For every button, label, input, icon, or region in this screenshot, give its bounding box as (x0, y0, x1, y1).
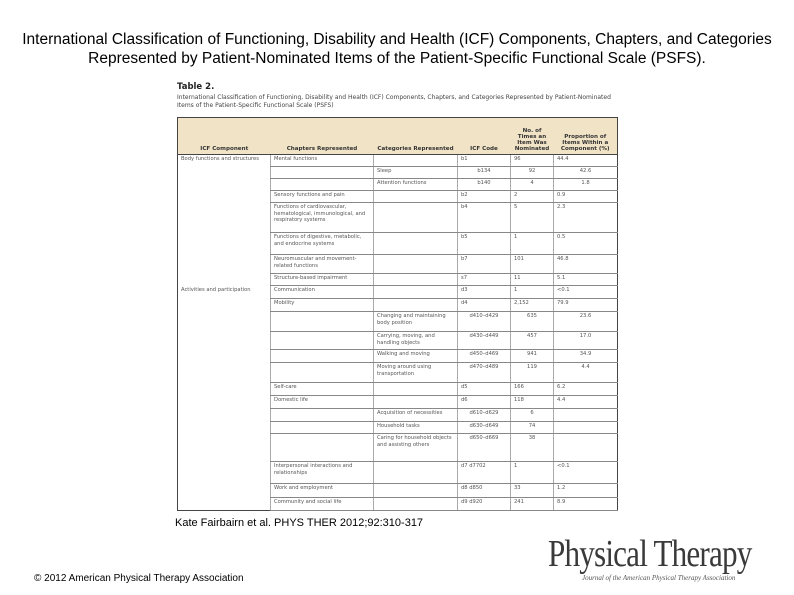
table-cell (554, 409, 618, 422)
table-row (178, 167, 618, 179)
table-cell: b7 (458, 255, 511, 274)
table-cell: 74 (511, 422, 554, 434)
table-cell (374, 155, 458, 167)
table-cell: 101 (511, 255, 554, 274)
table-cell: d6 (458, 396, 511, 409)
table-cell (178, 179, 271, 191)
table-cell: 17.0 (554, 332, 618, 350)
column-header: Proportion of Items Within a Component (%) (554, 118, 618, 155)
table-cell: d630–d649 (458, 422, 511, 434)
table-cell: s7 (458, 274, 511, 286)
table-caption: International Classification of Functioning, Disability and Health (ICF) Components, Chapters, and Categories Represented by Patient-Nominated Items of the Patient-Specific Functional Scale (PSFS) (177, 94, 611, 109)
table-cell: Caring for household objects and assisting others (374, 434, 458, 462)
table-cell: 0.9 (554, 191, 618, 203)
table-cell: 5 (511, 203, 554, 233)
table-cell (271, 434, 374, 462)
table-cell: b2 (458, 191, 511, 203)
table-row (178, 484, 618, 498)
logo-subtitle: Journal of the American Physical Therapy Association (582, 574, 736, 582)
table-cell: Sensory functions and pain (271, 191, 374, 203)
table-row (178, 363, 618, 383)
journal-logo (548, 533, 783, 588)
copyright: © 2012 American Physical Therapy Association (34, 573, 244, 584)
table-cell: d470–d489 (458, 363, 511, 383)
table-cell (178, 484, 271, 498)
table-cell: 11 (511, 274, 554, 286)
table-cell: 4.4 (554, 363, 618, 383)
table-cell (374, 396, 458, 409)
table-cell: Communication (271, 286, 374, 299)
table-label: Table 2. (177, 82, 215, 92)
table-cell (271, 167, 374, 179)
table-cell (178, 498, 271, 511)
table-cell: d450–d469 (458, 350, 511, 363)
table-cell: b1 (458, 155, 511, 167)
table-row (178, 434, 618, 462)
table-cell (178, 312, 271, 332)
table-row (178, 312, 618, 332)
table-row (178, 255, 618, 274)
table-cell (374, 233, 458, 255)
table-cell: 33 (511, 484, 554, 498)
column-header: ICF Component (178, 118, 271, 155)
table-cell: d5 (458, 383, 511, 396)
table-cell: 96 (511, 155, 554, 167)
column-header: Chapters Represented (271, 118, 374, 155)
table-cell: Changing and maintaining body position (374, 312, 458, 332)
table-cell (178, 255, 271, 274)
citation: Kate Fairbairn et al. PHYS THER 2012;92:310-317 (175, 517, 424, 529)
table-cell: 2.3 (554, 203, 618, 233)
table-cell: 8.9 (554, 498, 618, 511)
table-cell (554, 434, 618, 462)
table-cell (178, 409, 271, 422)
table-cell (374, 462, 458, 484)
table-cell: 2 (511, 191, 554, 203)
table-cell: 38 (511, 434, 554, 462)
table-cell (178, 462, 271, 484)
table-cell: 2,152 (511, 299, 554, 312)
table-row (178, 350, 618, 363)
table-row (178, 383, 618, 396)
table-cell: 23.6 (554, 312, 618, 332)
table-cell: 44.4 (554, 155, 618, 167)
table-row (178, 233, 618, 255)
table-cell (271, 422, 374, 434)
table-cell (178, 350, 271, 363)
table-cell (374, 286, 458, 299)
table-cell: Functions of digestive, metabolic, and endocrine systems (271, 233, 374, 255)
icf-table (177, 117, 618, 511)
table-cell (374, 255, 458, 274)
table-cell (374, 498, 458, 511)
table-cell: Household tasks (374, 422, 458, 434)
table-cell: 119 (511, 363, 554, 383)
table-cell (178, 434, 271, 462)
table-cell (374, 191, 458, 203)
table-cell (178, 383, 271, 396)
table-cell: Community and social life (271, 498, 374, 511)
table-cell: 635 (511, 312, 554, 332)
table-row (178, 203, 618, 233)
table-cell: Activities and participation (181, 286, 251, 293)
table-cell: 6 (511, 409, 554, 422)
column-header: Categories Represented (374, 118, 458, 155)
table-cell (374, 299, 458, 312)
table-cell: 5.1 (554, 274, 618, 286)
table-cell (271, 312, 374, 332)
table-cell (374, 203, 458, 233)
table-cell: d650–d669 (458, 434, 511, 462)
table-cell: 941 (511, 350, 554, 363)
table-cell: d610–d629 (458, 409, 511, 422)
table-cell: <0.1 (554, 462, 618, 484)
table-cell: b4 (458, 203, 511, 233)
table-cell: 1 (511, 233, 554, 255)
table-cell (178, 274, 271, 286)
table-cell: b140 (458, 179, 511, 191)
logo-text: Physical Therapy (548, 533, 752, 575)
table-cell: Self-care (271, 383, 374, 396)
table-cell (374, 383, 458, 396)
table-cell: d430–d449 (458, 332, 511, 350)
table-cell: 241 (511, 498, 554, 511)
table-cell: Domestic life (271, 396, 374, 409)
table-row (178, 332, 618, 350)
table-cell: 166 (511, 383, 554, 396)
table-cell: Acquisition of necessities (374, 409, 458, 422)
table-cell (554, 422, 618, 434)
table-cell: Moving around using transportation (374, 363, 458, 383)
table-cell (178, 396, 271, 409)
table-row (178, 422, 618, 434)
table-cell: Interpersonal interactions and relationships (271, 462, 374, 484)
table-cell: Carrying, moving, and handling objects (374, 332, 458, 350)
table-cell: b134 (458, 167, 511, 179)
table-cell: d4 (458, 299, 511, 312)
table-cell (271, 363, 374, 383)
table-figure (175, 80, 620, 512)
table-row (178, 396, 618, 409)
table-cell: Body functions and structures (181, 156, 259, 162)
table-cell: 79.9 (554, 299, 618, 312)
table-cell: 118 (511, 396, 554, 409)
table-cell (178, 191, 271, 203)
table-cell (178, 167, 271, 179)
table-cell: Mobility (271, 299, 374, 312)
table-cell (178, 422, 271, 434)
table-row (178, 286, 618, 299)
table-cell: d8 d850 (458, 484, 511, 498)
table-cell: b5 (458, 233, 511, 255)
table-row (178, 191, 618, 203)
table-cell: Work and employment (271, 484, 374, 498)
table-cell: 4 (511, 179, 554, 191)
table-row (178, 179, 618, 191)
table-cell (178, 363, 271, 383)
table-cell (178, 233, 271, 255)
table-cell: d9 d920 (458, 498, 511, 511)
table-cell (178, 332, 271, 350)
table-cell: 457 (511, 332, 554, 350)
table-cell: Functions of cardiovascular, hematological, immunological, and respiratory systems (271, 203, 374, 233)
column-header: No. of Times an Item Was Nominated (511, 118, 554, 155)
table-cell: Walking and moving (374, 350, 458, 363)
table-cell: d410–d429 (458, 312, 511, 332)
table-row (178, 155, 618, 167)
table-row (178, 462, 618, 484)
table-cell (374, 274, 458, 286)
table-cell (271, 179, 374, 191)
table-cell (374, 484, 458, 498)
table-cell: 0.5 (554, 233, 618, 255)
slide-title: International Classification of Functioning, Disability and Health (ICF) Components, Chapters, and Categories Represented by Patient-Nominated Items of the Patient-Specific Functional Scale (PSFS). (22, 31, 772, 67)
table-cell (271, 409, 374, 422)
table-cell: 1.8 (554, 179, 618, 191)
table-cell: Mental functions (271, 155, 374, 167)
table-cell: d3 (458, 286, 511, 299)
table-cell: d7 d7702 (458, 462, 511, 484)
table-cell: 34.9 (554, 350, 618, 363)
table-row (178, 274, 618, 286)
table-cell: 1.2 (554, 484, 618, 498)
table-cell: Neuromuscular and movement-related functions (271, 255, 374, 274)
table-cell: Structure-based impairment (271, 274, 374, 286)
table-cell: 1 (511, 286, 554, 299)
table-row (178, 299, 618, 312)
table-row (178, 409, 618, 422)
table-cell: 1 (511, 462, 554, 484)
table-cell: 42.6 (554, 167, 618, 179)
table-cell (271, 350, 374, 363)
table-cell (178, 299, 271, 312)
table-cell: 6.2 (554, 383, 618, 396)
table-row (178, 498, 618, 511)
table-cell: Attention functions (374, 179, 458, 191)
table-cell: Sleep (374, 167, 458, 179)
table-cell: 92 (511, 167, 554, 179)
table-cell: 46.8 (554, 255, 618, 274)
table-cell (178, 203, 271, 233)
table-cell (271, 332, 374, 350)
column-header: ICF Code (458, 118, 511, 155)
table-cell: <0.1 (554, 286, 618, 299)
table-cell: 4.4 (554, 396, 618, 409)
